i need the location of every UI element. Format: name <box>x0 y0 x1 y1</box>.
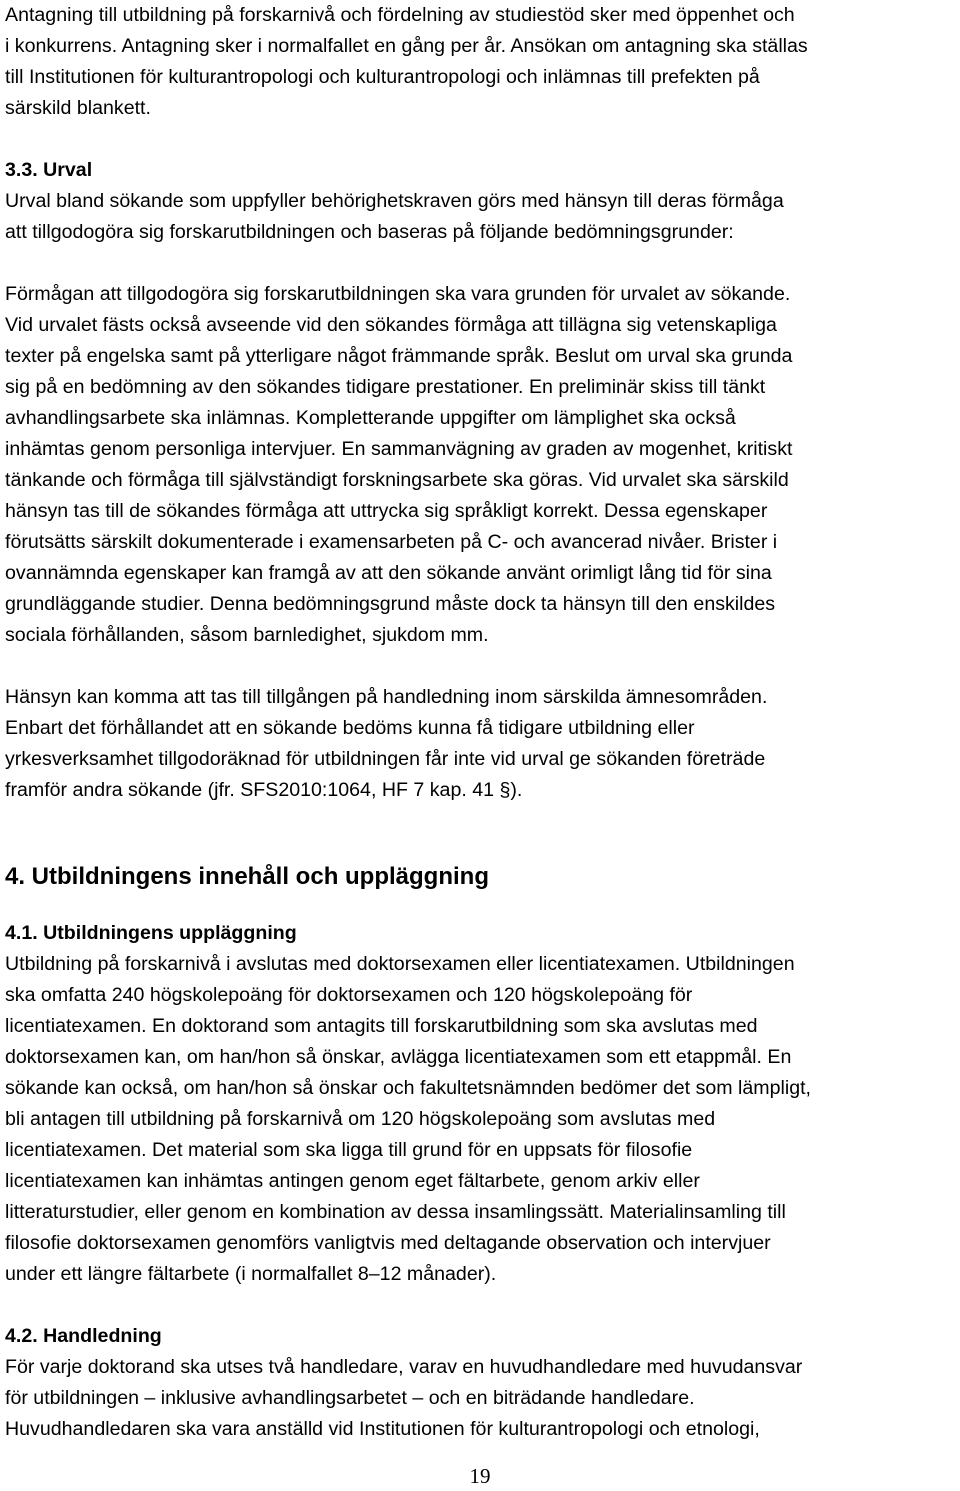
text-line: sökande kan också, om han/hon så önskar och fakultetsnämnden bedömer det som lämpligt, <box>5 1077 811 1099</box>
section-gap <box>5 894 957 918</box>
page-number: 19 <box>469 1464 491 1488</box>
text-line: särskild blankett. <box>5 97 151 119</box>
text-line: sociala förhållanden, såsom barnledighet, sjukdom mm. <box>5 624 489 646</box>
text-line: sig på en bedömning av den sökandes tidigare prestationer. En preliminär skiss till tänkt <box>5 376 766 398</box>
text-line: ska omfatta 240 högskolepoäng för doktorsexamen och 120 högskolepoäng för <box>5 984 693 1006</box>
text-line: licentiatexamen. Det material som ska ligga till grund för en uppsats för filosofie <box>5 1139 693 1161</box>
text-line: Huvudhandledaren ska vara anställd vid Institutionen för kulturantropologi och etnologi, <box>5 1418 760 1440</box>
text-line: Hänsyn kan komma att tas till tillgången på handledning inom särskilda ämnesområden. <box>5 686 768 708</box>
text-line: filosofie doktorsexamen genomförs vanligtvis med deltagande observation och intervjuer <box>5 1232 771 1254</box>
text-line: Enbart det förhållandet att en sökande bedöms kunna få tidigare utbildning eller <box>5 717 695 739</box>
section-3-3 <box>5 155 957 248</box>
text-line: till Institutionen för kulturantropologi och kulturantropologi och inlämnas till prefekten på <box>5 66 760 88</box>
text-line: tänkande och förmåga till självständigt forskningsarbete ska göras. Vid urvalet ska särskild <box>5 469 789 491</box>
text-line: under ett längre fältarbete (i normalfallet 8–12 månader). <box>5 1263 497 1285</box>
text-line: att tillgodogöra sig forskarutbildningen och baseras på följande bedömningsgrunder: <box>5 221 734 243</box>
text-line: för utbildningen – inklusive avhandlingsarbetet – och en biträdande handledare. <box>5 1387 695 1409</box>
selection-criteria-paragraph <box>5 279 957 651</box>
text-line: avhandlingsarbete ska inlämnas. Kompletterande uppgifter om lämplighet ska också <box>5 407 736 429</box>
section-4-1 <box>5 918 957 1290</box>
text-line: licentiatexamen kan inhämtas antingen genom eget fältarbete, genom arkiv eller <box>5 1170 700 1192</box>
text-line: bli antagen till utbildning på forskarnivå om 120 högskolepoäng som avslutas med <box>5 1108 716 1130</box>
text-line: inhämtas genom personliga intervjuer. En sammanvägning av graden av mogenhet, kritiskt <box>5 438 793 460</box>
paragraph-gap <box>5 1290 957 1321</box>
text-line: Antagning till utbildning på forskarnivå och fördelning av studiestöd sker med öppenhet och <box>5 4 795 26</box>
section-heading: 3.3. Urval <box>5 159 93 181</box>
text-line: Vid urvalet fästs också avseende vid den sökandes förmåga att tillägna sig vetenskapliga <box>5 314 777 336</box>
section-4-2 <box>5 1321 957 1445</box>
text-line: grundläggande studier. Denna bedömningsgrund måste dock ta hänsyn till den enskildes <box>5 593 776 615</box>
text-line: texter på engelska samt på ytterligare något främmande språk. Beslut om urval ska grunda <box>5 345 793 367</box>
paragraph-gap <box>5 124 957 155</box>
text-line: Förmågan att tillgodogöra sig forskarutbildningen ska vara grunden för urvalet av sökande. <box>5 283 791 305</box>
document-page <box>5 0 957 1445</box>
text-line: hänsyn tas till de sökandes förmåga att uttrycka sig språkligt korrekt. Dessa egenskaper <box>5 500 768 522</box>
text-line: Utbildning på forskarnivå i avslutas med doktorsexamen eller licentiatexamen. Utbildningen <box>5 953 795 975</box>
paragraph-gap <box>5 651 957 682</box>
intro-paragraph <box>5 0 957 124</box>
text-line: framför andra sökande (jfr. SFS2010:1064, HF 7 kap. 41 §). <box>5 779 523 801</box>
text-line: För varje doktorand ska utses två handledare, varav en huvudhandledare med huvudansvar <box>5 1356 803 1378</box>
text-line: litteraturstudier, eller genom en kombination av dessa insamlingssätt. Materialinsamling till <box>5 1201 786 1223</box>
section-heading: 4.1. Utbildningens uppläggning <box>5 922 297 944</box>
text-line: yrkesverksamhet tillgodoräknad för utbildningen får inte vid urval ge sökanden företräde <box>5 748 766 770</box>
paragraph-gap <box>5 248 957 279</box>
text-line: Urval bland sökande som uppfyller behörighetskraven görs med hänsyn till deras förmåga <box>5 190 784 212</box>
supervision-availability-paragraph <box>5 682 957 806</box>
text-line: i konkurrens. Antagning sker i normalfallet en gång per år. Ansökan om antagning ska ställas <box>5 35 808 57</box>
text-line: licentiatexamen. En doktorand som antagits till forskarutbildning som ska avslutas med <box>5 1015 758 1037</box>
text-line: ovannämnda egenskaper kan framgå av att den sökande använt orimligt lång tid för sina <box>5 562 772 584</box>
chapter-heading: 4. Utbildningens innehåll och uppläggning <box>5 863 489 890</box>
text-line: förutsätts särskilt dokumenterade i examensarbeten på C- och avancerad nivåer. Brister i <box>5 531 778 553</box>
text-line: doktorsexamen kan, om han/hon så önskar, avlägga licentiatexamen som ett etappmål. En <box>5 1046 792 1068</box>
section-heading: 4.2. Handledning <box>5 1325 162 1347</box>
section-gap <box>5 806 957 860</box>
